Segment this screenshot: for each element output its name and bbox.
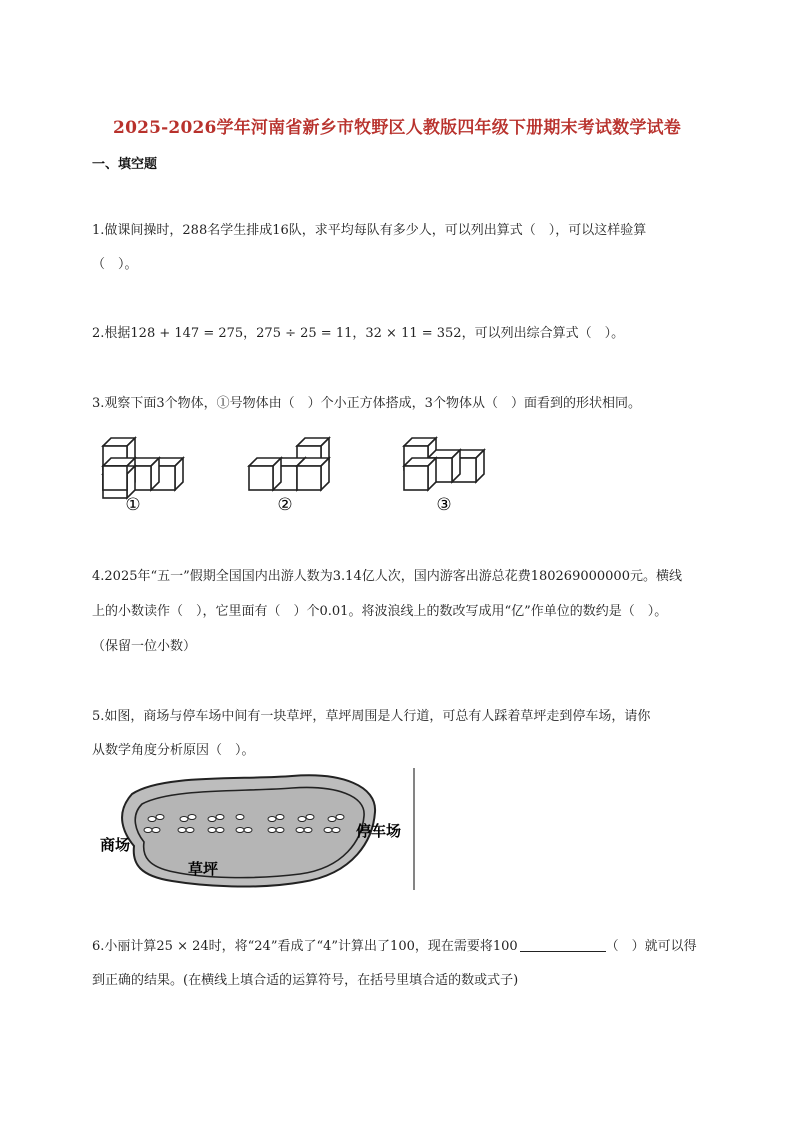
section-heading: 一、填空题 bbox=[92, 157, 158, 172]
question-2-line-1: 2.根据128 + 147 = 275，275 ÷ 25 = 11，32 × 11 = 352，可以列出综合算式（ ）。 bbox=[92, 326, 625, 341]
question-6-text-b: （ ）就可以得 bbox=[605, 939, 697, 954]
figure-1-label: ① bbox=[125, 495, 141, 515]
parking-lot-label: 停车场 bbox=[356, 822, 402, 840]
figure-3-cubes bbox=[404, 438, 484, 490]
question-4-line-2: 上的小数读作（ ），它里面有（ ）个0.01。将波浪线上的数改写成用“亿”作单位的数约是（ ）。 bbox=[92, 604, 668, 619]
question-4-line-1: 4.2025年“五一”假期全国国内出游人数为3.14亿人次，国内游客出游总花费180269000000元。横线 bbox=[92, 569, 682, 584]
mall-label: 商场 bbox=[100, 836, 131, 854]
question-1-line-2: （ ）。 bbox=[92, 257, 138, 272]
question-4-line-3: （保留一位小数） bbox=[92, 639, 197, 654]
question-6-line-2: 到正确的结果。(在横线上填合适的运算符号，在括号里填合适的数或式子) bbox=[92, 973, 519, 988]
answer-blank-line[interactable] bbox=[520, 939, 606, 952]
figure-1-cubes bbox=[103, 438, 183, 498]
figure-3-label: ③ bbox=[436, 495, 452, 515]
lawn-label: 草坪 bbox=[188, 860, 219, 878]
question-5-line-2: 从数学角度分析原因（ ）。 bbox=[92, 743, 255, 758]
figure-2-cubes bbox=[249, 438, 329, 490]
question-3-line-1: 3.观察下面3个物体，①号物体由（ ）个小正方体搭成，3个物体从（ ）面看到的形状相同。 bbox=[92, 396, 641, 411]
figure-2-label: ② bbox=[277, 495, 293, 515]
question-5-line-1: 5.如图，商场与停车场中间有一块草坪，草坪周围是人行道，可总有人踩着草坪走到停车场，请你 bbox=[92, 709, 651, 724]
page-title: 2025-2026学年河南省新乡市牧野区人教版四年级下册期末考试数学试卷 bbox=[113, 118, 681, 138]
question-1-line-1: 1.做课间操时，288名学生排成16队，求平均每队有多少人，可以列出算式（ ），可以这样验算 bbox=[92, 223, 647, 238]
question-6-text-a: 6.小丽计算25 × 24时，将“24”看成了“4”计算出了100，现在需要将100 bbox=[92, 939, 518, 954]
question-6-line-1 bbox=[92, 939, 712, 953]
lawn-map bbox=[92, 764, 422, 892]
cube-figures bbox=[92, 430, 512, 522]
